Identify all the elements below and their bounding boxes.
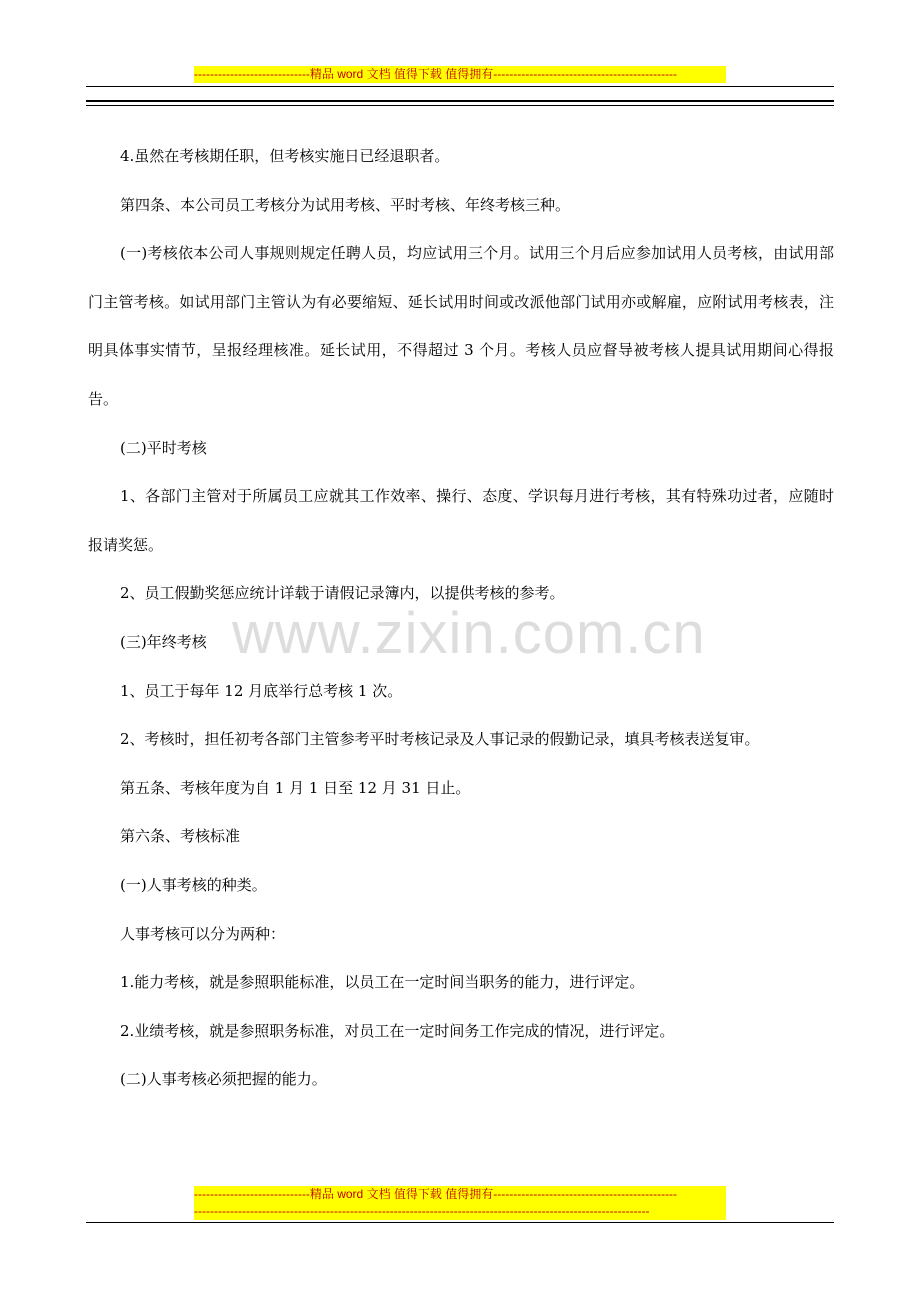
paragraph: 1.能力考核，就是参照职能标准，以员工在一定时间当职务的能力，进行评定。 <box>120 973 645 992</box>
header-rule-thin <box>86 86 834 87</box>
paragraph: (三)年终考核 <box>120 632 207 651</box>
paragraph: 2.业绩考核，就是参照职务标准，对员工在一定时间务工作完成的情况，进行评定。 <box>120 1021 675 1040</box>
header-banner: -----------------------------精品 word 文档 值得下载 值得拥有---------------------------------------------- <box>194 66 726 83</box>
paragraph: 1、员工于每年 12 月底举行总考核 1 次。 <box>120 681 403 700</box>
paragraph: 第五条、考核年度为自 1 月 1 日至 12 月 31 日止。 <box>120 778 471 797</box>
paragraph: (二)人事考核必须把握的能力。 <box>120 1070 327 1089</box>
header-rule-double-2 <box>86 105 834 106</box>
paragraph: 2、考核时，担任初考各部门主管参考平时考核记录及人事记录的假勤记录，填具考核表送复审。 <box>120 730 760 749</box>
paragraph: 第四条、本公司员工考核分为试用考核、平时考核、年终考核三种。 <box>120 195 571 214</box>
footer-banner-line1: -----------------------------精品 word 文档 值得下载 值得拥有---------------------------------------------- <box>194 1187 678 1201</box>
header-rule-double-1 <box>86 100 834 102</box>
footer-rule <box>86 1222 834 1223</box>
paragraph: 第六条、考核标准 <box>120 827 241 846</box>
watermark: www.zixin.com.cn <box>232 601 706 666</box>
paragraph: 2、员工假勤奖惩应统计详载于请假记录簿内，以提供考核的参考。 <box>120 584 565 603</box>
paragraph: (一)考核依本公司人事规则规定任聘人员，均应试用三个月。试用三个月后应参加试用人员考核，由试用部门主管考核。如试用部门主管认为有必要缩短、延长试用时间或改派他部门试用亦或解雇，应附试用考核表，注明具体事实情节，呈报经理核准。延长试用，不得超过 3 个月。考核人员应督导被考核人提具试用期间心得报告。 <box>88 244 834 408</box>
document-body <box>88 132 834 1104</box>
paragraph: 4.虽然在考核期任职，但考核实施日已经退职者。 <box>120 147 450 165</box>
paragraph: 人事考核可以分为两种： <box>120 924 286 943</box>
paragraph: (二)平时考核 <box>120 438 207 457</box>
footer-banner <box>194 1186 726 1220</box>
paragraph: 1、各部门主管对于所属员工应就其工作效率、操行、态度、学识每月进行考核，其有特殊功过者，应随时报请奖惩。 <box>88 487 834 554</box>
footer-banner-line2: ------------------------------------------------------------------------------------------------------------------ <box>194 1204 650 1218</box>
paragraph: (一)人事考核的种类。 <box>120 875 267 894</box>
